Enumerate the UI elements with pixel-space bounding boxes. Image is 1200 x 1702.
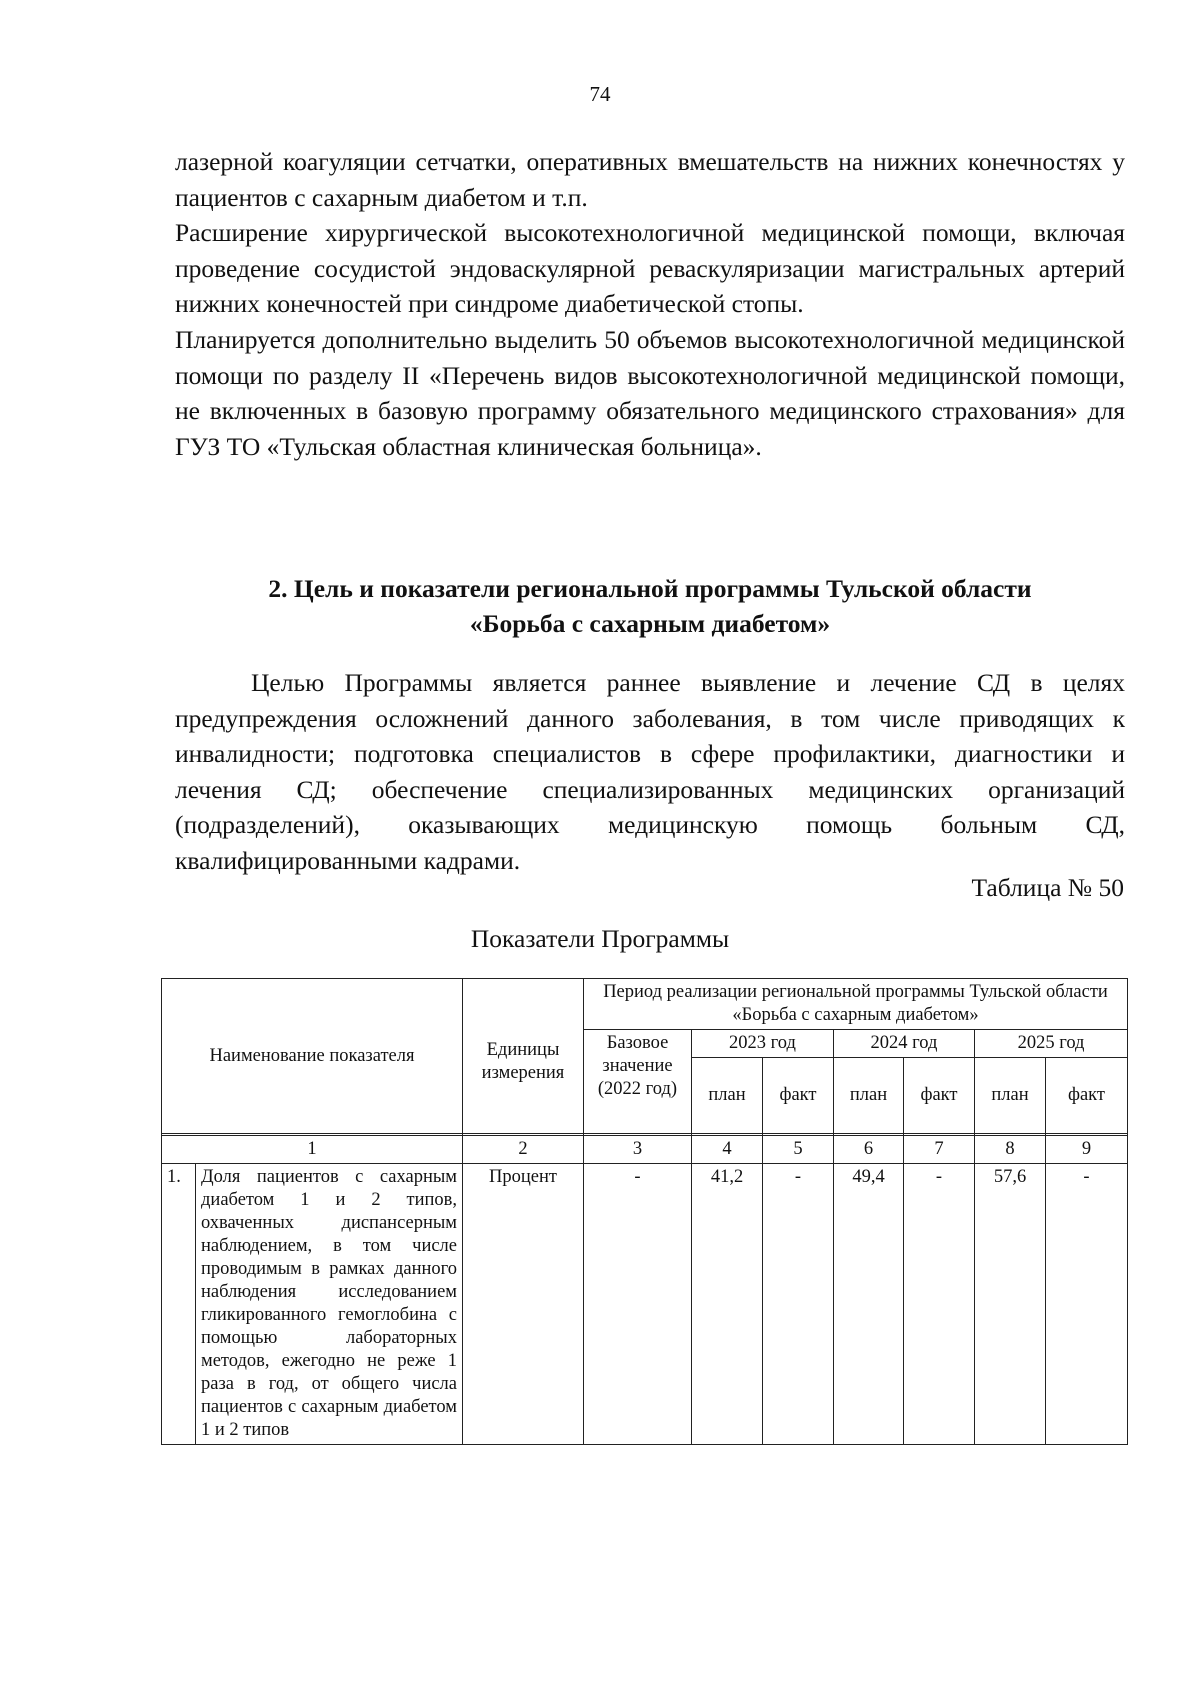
row-plan-2025: 57,6 — [975, 1164, 1046, 1445]
row-number: 1. — [162, 1164, 196, 1445]
intro-paragraph-3: Планируется дополнительно выделить 50 объемов высокотехнологичной медицинской помощи по разделу II «Перечень видов высокотехнологичной медицинской помощи, не включенных в базовую программу обязательного медицинского страхования» для ГУЗ ТО «Тульская областная клиническая больница». — [175, 324, 1125, 461]
header-units: Единицы измерения — [463, 979, 584, 1134]
column-number-row — [162, 1136, 1128, 1164]
row-indicator-name: Доля пациентов с сахарным диабетом 1 и 2 типов, охваченных диспансерным наблюдением, в том числе проводимым в рамках данного наблюдения исследованием гликированного гемоглобина с помощью лабораторных методов, ежегодно не реже 1 раза в год, от общего числа пациентов с сахарным диабетом 1 и 2 типов — [196, 1164, 463, 1445]
intro-paragraph-2: Расширение хирургической высокотехнологичной медицинской помощи, включая проведение сосудистой эндоваскулярной реваскуляризации магистральных артерий нижних конечностей при синдроме диабетической стопы. — [175, 218, 1125, 319]
intro-text — [175, 144, 1125, 464]
column-number: 4 — [692, 1136, 763, 1164]
header-base-value: Базовое значение (2022 год) — [584, 1030, 692, 1134]
row-fact-2025: - — [1046, 1164, 1128, 1445]
row-fact-2024: - — [904, 1164, 975, 1445]
section-heading — [175, 571, 1125, 641]
header-fact-2025: факт — [1046, 1058, 1128, 1134]
table-title: Показатели Программы — [470, 924, 730, 953]
header-year-2025: 2025 год — [975, 1030, 1128, 1058]
header-plan-2025: план — [975, 1058, 1046, 1134]
goal-text — [175, 665, 1125, 879]
row-plan-2024: 49,4 — [834, 1164, 904, 1445]
row-unit: Процент — [463, 1164, 584, 1445]
header-plan-2024: план — [834, 1058, 904, 1134]
section-heading-line-1: 2. Цель и показатели региональной программы Тульской области — [268, 574, 1032, 603]
column-number: 9 — [1046, 1136, 1128, 1164]
section-heading-line-2: «Борьба с сахарным диабетом» — [469, 609, 831, 638]
header-indicator-name: Наименование показателя — [162, 979, 463, 1134]
header-fact-2023: факт — [763, 1058, 834, 1134]
row-plan-2023: 41,2 — [692, 1164, 763, 1445]
column-number: 7 — [904, 1136, 975, 1164]
header-year-2023: 2023 год — [692, 1030, 834, 1058]
header-plan-2023: план — [692, 1058, 763, 1134]
column-number: 8 — [975, 1136, 1046, 1164]
column-number: 5 — [763, 1136, 834, 1164]
table-label: Таблица № 50 — [971, 873, 1124, 902]
row-base-value: - — [584, 1164, 692, 1445]
column-number: 2 — [463, 1136, 584, 1164]
intro-paragraph-1: лазерной коагуляции сетчатки, оперативных вмешательств на нижних конечностях у пациентов с сахарным диабетом и т.п. — [175, 147, 1125, 212]
row-fact-2023: - — [763, 1164, 834, 1445]
header-period: Период реализации региональной программы Тульской области «Борьба с сахарным диабетом» — [584, 979, 1128, 1030]
header-fact-2024: факт — [904, 1058, 975, 1134]
indicators-table — [161, 978, 1128, 1445]
page-number: 74 — [589, 82, 611, 106]
table-row — [162, 1164, 1128, 1445]
column-number: 6 — [834, 1136, 904, 1164]
column-number: 3 — [584, 1136, 692, 1164]
header-row-1 — [162, 979, 1128, 1030]
column-number: 1 — [162, 1136, 463, 1164]
goal-paragraph: Целью Программы является раннее выявление и лечение СД в целях предупреждения осложнений данного заболевания, в том числе приводящих к инвалидности; подготовка специалистов в сфере профилактики, диагностики и лечения СД; обеспечение специализированных медицинских организаций (подразделений), оказывающих медицинскую помощь больным СД, квалифицированными кадрами. — [175, 668, 1125, 875]
header-year-2024: 2024 год — [834, 1030, 975, 1058]
